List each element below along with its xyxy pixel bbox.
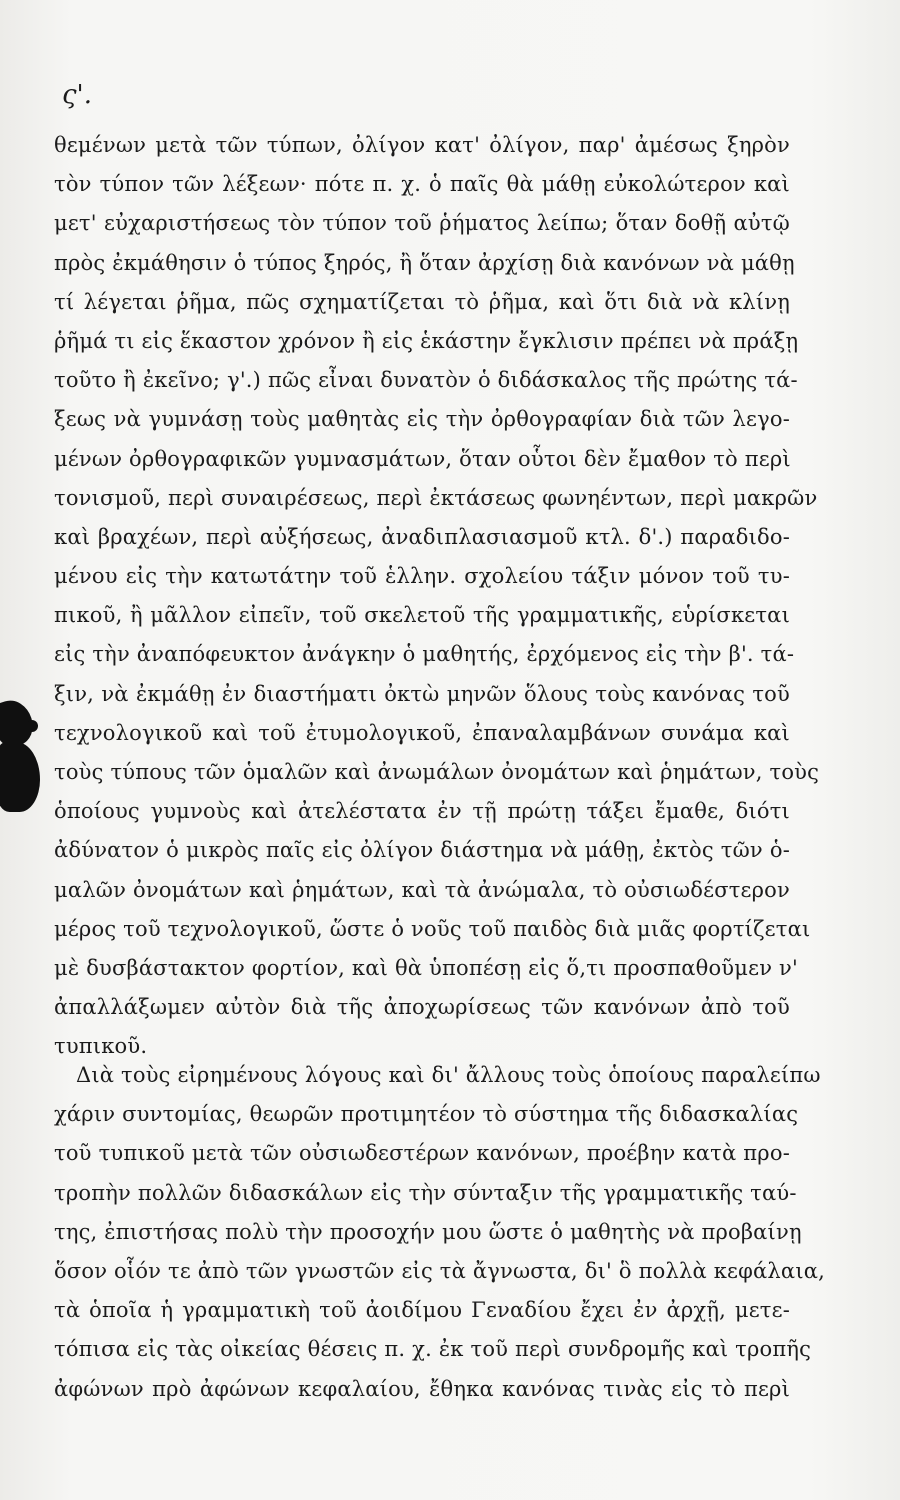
text-line: τυπικοῦ. — [54, 1034, 148, 1059]
text-line: Διὰ τοὺς εἰρημένους λόγους καὶ δι' ἄλλους τοὺς ὁποίους παραλείπω — [76, 1063, 821, 1087]
paragraph-2 — [54, 1056, 826, 1409]
text-line: μένου εἰς τὴν κατωτάτην τοῦ ἑλλην. σχολείου τάξιν μόνον τοῦ τυ- — [54, 564, 790, 589]
ink-blot — [26, 720, 38, 732]
text-line: τὰ ὁποῖα ἡ γραμματικὴ τοῦ ἀοιδίμου Γεναδίου ἔχει ἐν ἀρχῇ, μετε- — [54, 1298, 790, 1323]
text-line: θεμένων μετὰ τῶν τύπων, ὀλίγον κατ' ὀλίγον, παρ' ἀμέσως ξηρὸν — [54, 133, 790, 157]
text-line: μαλῶν ὀνομάτων καὶ ῥημάτων, καὶ τὰ ἀνώμαλα, τὸ οὐσιωδέστερον — [54, 877, 790, 902]
text-line: μένων ὀρθογραφικῶν γυμνασμάτων, ὅταν οὗτοι δὲν ἔμαθον τὸ περὶ — [54, 446, 791, 471]
text-line: τόπισα εἰς τὰς οἰκείας θέσεις π. χ. ἐκ τοῦ περὶ συνδρομῆς καὶ τροπῆς — [54, 1337, 812, 1362]
text-line: ξεως νὰ γυμνάσῃ τοὺς μαθητὰς εἰς τὴν ὀρθογραφίαν διὰ τῶν λεγο- — [54, 407, 790, 432]
text-line: πρὸς ἐκμάθησιν ὁ τύπος ξηρός, ἢ ὅταν ἀρχίσῃ διὰ κανόνων νὰ μάθῃ — [54, 250, 795, 275]
text-line: της, ἐπιστήσας πολὺ τὴν προσοχήν μου ὥστε ὁ μαθητὴς νὰ προβαίνῃ — [54, 1219, 802, 1244]
text-line: χάριν συντομίας, θεωρῶν προτιμητέον τὸ σύστημα τῆς διδασκαλίας — [54, 1102, 799, 1127]
text-line: μέρος τοῦ τεχνολογικοῦ, ὥστε ὁ νοῦς τοῦ παιδὸς διὰ μιᾶς φορτίζεται — [54, 916, 811, 941]
text-line: εἰς τὴν ἀναπόφευκτον ἀνάγκην ὁ μαθητής, ἐρχόμενος εἰς τὴν β'. τά- — [54, 642, 795, 667]
text-line: τροπὴν πολλῶν διδασκάλων εἰς τὴν σύνταξιν τῆς γραμματικῆς ταύ- — [54, 1180, 797, 1205]
text-line: ἀδύνατον ὁ μικρὸς παῖς εἰς ὀλίγον διάστημα νὰ μάθῃ, ἐκτὸς τῶν ὁ- — [54, 838, 790, 863]
text-line: τοὺς τύπους τῶν ὁμαλῶν καὶ ἀνωμάλων ὀνομάτων καὶ ῥημάτων, τοὺς — [54, 760, 820, 784]
text-line: ἀφώνων πρὸ ἀφώνων κεφαλαίου, ἔθηκα κανόνας τινὰς εἰς τὸ περὶ — [54, 1376, 790, 1401]
text-line: τονισμοῦ, περὶ συναιρέσεως, περὶ ἐκτάσεως φωνηέντων, περὶ μακρῶν — [54, 485, 818, 510]
text-line: τοῦ τυπικοῦ μετὰ τῶν οὐσιωδεστέρων κανόνων, προέβην κατὰ προ- — [54, 1141, 790, 1166]
text-line: μὲ δυσβάστακτον φορτίον, καὶ θὰ ὑποπέσῃ εἰς ὅ,τι προσπαθοῦμεν ν' — [54, 955, 798, 980]
text-line: ξιν, νὰ ἐκμάθῃ ἐν διαστήματι ὀκτὼ μηνῶν ὅλους τοὺς κανόνας τοῦ — [54, 681, 790, 706]
text-line: τεχνολογικοῦ καὶ τοῦ ἐτυμολογικοῦ, ἐπαναλαμβάνων συνάμα καὶ — [54, 720, 790, 745]
text-line: πικοῦ, ἢ μᾶλλον εἰπεῖν, τοῦ σκελετοῦ τῆς γραμματικῆς, εὑρίσκεται — [54, 603, 790, 628]
text-line: ὁποίους γυμνοὺς καὶ ἀτελέστατα ἐν τῇ πρώτῃ τάξει ἔμαθε, διότι — [54, 799, 790, 824]
ink-blot — [0, 742, 40, 812]
page-number: ς'. — [62, 80, 92, 110]
text-line: καὶ βραχέων, περὶ αὐξήσεως, ἀναδιπλασιασμοῦ κτλ. δ'.) παραδιδο- — [54, 524, 790, 549]
text-line: ἀπαλλάξωμεν αὐτὸν διὰ τῆς ἀποχωρίσεως τῶν κανόνων ἀπὸ τοῦ — [54, 995, 790, 1020]
text-line: ὅσον οἷόν τε ἀπὸ τῶν γνωστῶν εἰς τὰ ἄγνωστα, δι' ὃ πολλὰ κεφάλαια, — [54, 1258, 826, 1283]
text-line: τοῦτο ἢ ἐκεῖνο; γ'.) πῶς εἶναι δυνατὸν ὁ διδάσκαλος τῆς πρώτης τά- — [54, 368, 798, 393]
text-line: μετ' εὐχαριστήσεως τὸν τύπον τοῦ ῥήματος λείπω; ὅταν δοθῇ αὐτῷ — [54, 211, 790, 236]
text-line: τὸν τύπον τῶν λέξεων· πότε π. χ. ὁ παῖς θὰ μάθῃ εὐκολώτερον καὶ — [54, 172, 790, 197]
paragraph-1 — [54, 126, 820, 1067]
text-line: τί λέγεται ῥῆμα, πῶς σχηματίζεται τὸ ῥῆμα, καὶ ὅτι διὰ νὰ κλίνῃ — [54, 289, 790, 314]
text-line: ῥῆμά τι εἰς ἕκαστον χρόνον ἢ εἰς ἑκάστην ἔγκλισιν πρέπει νὰ πράξῃ — [54, 328, 799, 353]
